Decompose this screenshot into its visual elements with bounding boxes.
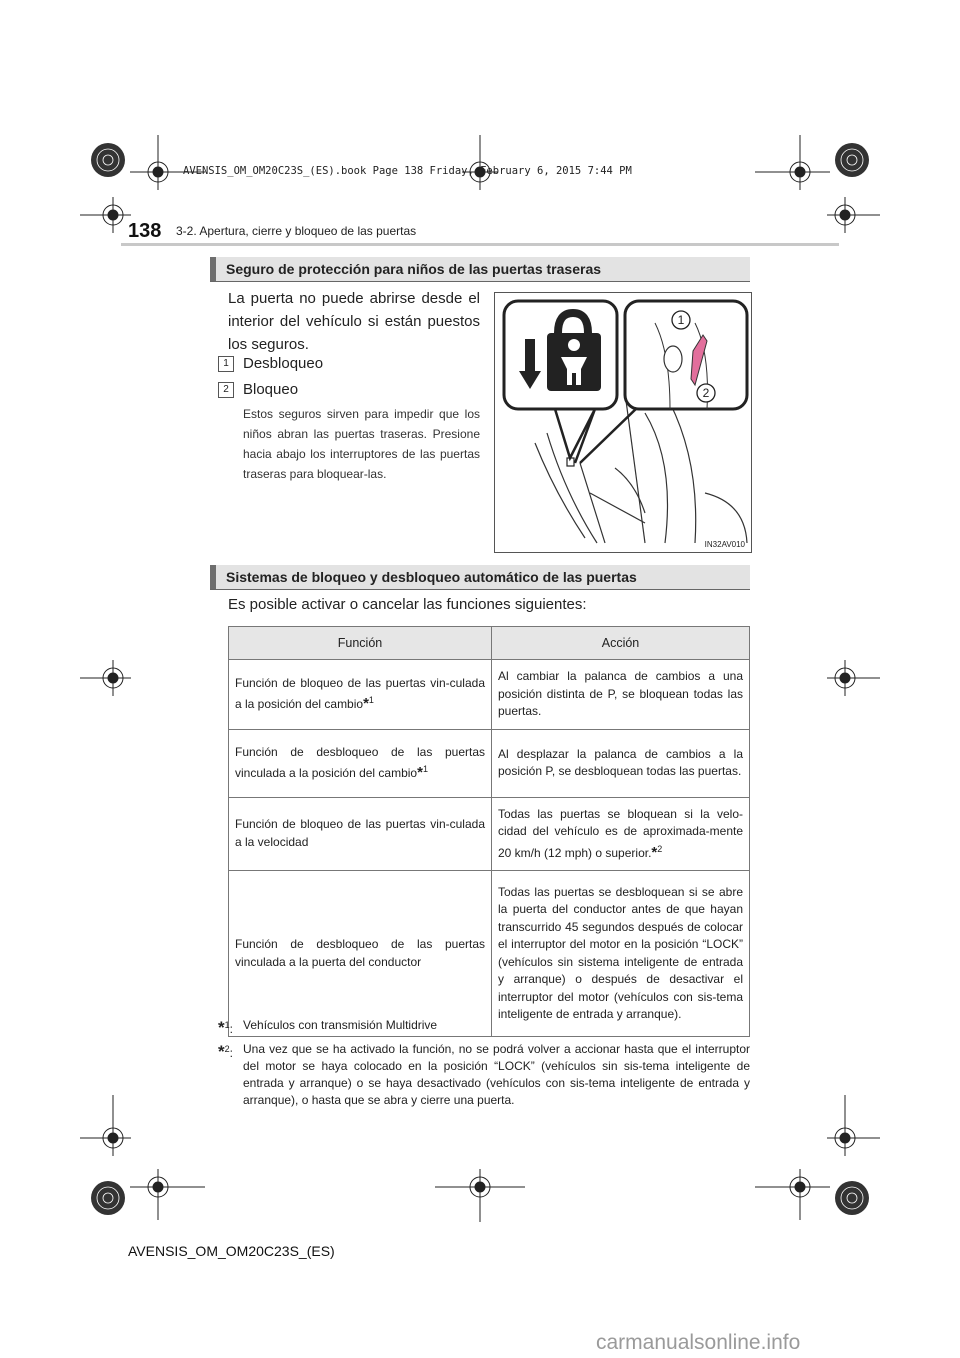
watermark: carmanualsonline.info bbox=[596, 1331, 801, 1354]
function-cell: Función de bloqueo de las puertas vin-culada a la posición del cambio*$^1$ bbox=[229, 660, 492, 730]
action-cell: Al cambiar la palanca de cambios a una posición distinta de P, se bloquean todas las puertas. bbox=[492, 660, 750, 730]
print-stamp: AVENSIS_OM_OM20C23S_(ES).book Page 138 Friday, February 6, 2015 7:44 PM bbox=[183, 165, 632, 177]
page-number: 138 bbox=[128, 220, 162, 242]
action-cell: Todas las puertas se desbloquean si se abre la puerta del conductor antes de que hayan transcurrido 45 segundos después de colocar el interruptor del motor en la posición “LOCK” (vehículos sin sistema inteligente de entrada y arranque) o después de desactivar el interruptor del motor (vehículos con sis-tema inteligente de entrada y arranque). bbox=[492, 871, 750, 1037]
table-row bbox=[229, 660, 750, 730]
column-header-action: Acción bbox=[492, 627, 750, 660]
action-cell: Todas las puertas se bloquean si la velo-cidad del vehículo es de aproximada-mente 20 km/h (12 mph) o superior.*$^2$ bbox=[492, 797, 750, 871]
breadcrumb: 3-2. Apertura, cierre y bloqueo de las puertas bbox=[176, 224, 417, 238]
table-header-row bbox=[229, 627, 750, 660]
functions-table bbox=[228, 626, 750, 1037]
column-header-function: Función bbox=[229, 627, 492, 660]
table-row bbox=[229, 729, 750, 797]
lead-paragraph: Es posible activar o cancelar las funciones siguientes: bbox=[228, 596, 587, 613]
function-cell: Función de bloqueo de las puertas vin-culada a la velocidad bbox=[229, 797, 492, 871]
figure-code: IN32AV010 bbox=[704, 540, 745, 549]
section-title: Seguro de protección para niños de las puertas traseras bbox=[226, 261, 602, 277]
manual-code: AVENSIS_OM_OM20C23S_(ES) bbox=[128, 1243, 335, 1259]
intro-paragraph: La puerta no puede abrirse desde el interior del vehículo si están puestos los seguros. bbox=[228, 290, 480, 353]
section-heading-child-locks bbox=[210, 257, 750, 282]
item-label-unlock: Desbloqueo bbox=[243, 355, 324, 372]
function-cell: Función de desbloqueo de las puertas vinculada a la posición del cambio*$^1$ bbox=[229, 729, 492, 797]
item-label-lock: Bloqueo bbox=[243, 381, 299, 398]
table-row bbox=[229, 871, 750, 1037]
table-row bbox=[229, 797, 750, 871]
note-paragraph: Estos seguros sirven para impedir que los niños abran las puertas traseras. Presione hacia abajo los interruptores de las puertas traseras para bloquear-las. bbox=[243, 407, 480, 481]
header-rule bbox=[121, 243, 839, 246]
figure-callout-2: 2 bbox=[702, 386, 710, 400]
child-lock-figure bbox=[494, 292, 752, 553]
section-heading-auto-locking bbox=[210, 565, 750, 590]
footnote-2: *$^2$: Una vez que se ha activado la función, no se podrá volver a accionar hasta que el interruptor del motor se haya colocado en la posición “LOCK” (vehículos sin sis-tema inteligente de entrada y arranque) o se haya desactivado (vehículos con sis-tema inteligente de entrada y arranque), o hasta que se abra y cierre una puerta. bbox=[218, 1042, 750, 1107]
function-cell: Función de desbloqueo de las puertas vinculada a la puerta del conductor bbox=[229, 871, 492, 1037]
action-cell: Al desplazar la palanca de cambios a la posición P, se desbloquean todas las puertas. bbox=[492, 729, 750, 797]
item-marker-2: 2 bbox=[218, 382, 234, 398]
figure-callout-1: 1 bbox=[677, 313, 685, 327]
section-title: Sistemas de bloqueo y desbloqueo automático de las puertas bbox=[226, 569, 637, 585]
door-illustration bbox=[495, 293, 751, 552]
item-marker-1: 1 bbox=[218, 356, 234, 372]
footnote-1: *$^1$: Vehículos con transmisión Multidrive bbox=[218, 1018, 438, 1037]
